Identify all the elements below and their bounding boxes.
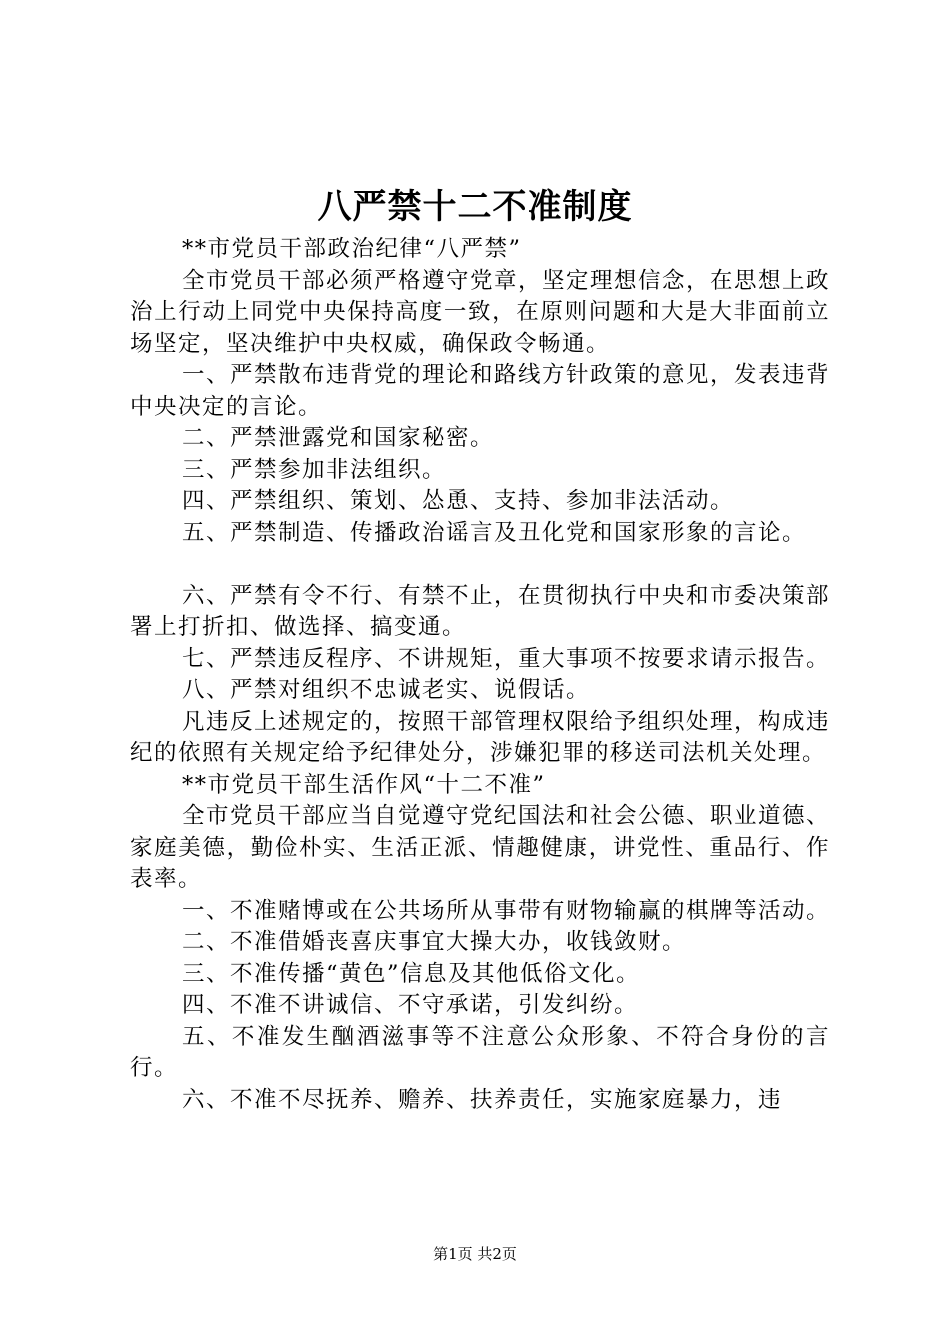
document-title: 八严禁十二不准制度 (317, 187, 633, 227)
page-number: 第1页 共2页 (433, 1245, 517, 1263)
rule-item-4: 四、不准不讲诚信、不守承诺，引发纠纷。 (182, 992, 639, 1018)
section-heading-twelve-rules: **市党员干部生活作风“十二不准” (182, 771, 546, 798)
rules-intro-paragraph: 全市党员干部应当自觉遵守党纪国法和社会公德、职业道德、家庭美德，勤俭朴实、生活正派、情趣健康，讲党性、重品行、作表率。 (130, 803, 831, 892)
rule-item-2: 二、不准借婚丧喜庆事宜大操大办，收钱敛财。 (182, 929, 687, 955)
prohibition-item-4: 四、严禁组织、策划、怂恿、支持、参加非法活动。 (182, 488, 735, 514)
prohibition-item-1: 一、严禁散布违背党的理论和路线方针政策的意见，发表违背中央决定的言论。 (130, 362, 831, 420)
prohibition-item-3: 三、严禁参加非法组织。 (182, 456, 447, 483)
prohibition-item-5: 五、严禁制造、传播政治谣言及丑化党和国家形象的言论。 (182, 519, 807, 546)
section-heading-eight-prohibitions: **市党员干部政治纪律“八严禁” (182, 236, 522, 262)
prohibition-item-2: 二、严禁泄露党和国家秘密。 (182, 425, 495, 451)
rule-item-3: 三、不准传播“黄色”信息及其他低俗文化。 (182, 960, 641, 987)
prohibition-item-8: 八、严禁对组织不忠诚老实、说假话。 (182, 677, 591, 703)
rule-item-1: 一、不准赌博或在公共场所从事带有财物输赢的棋牌等活动。 (182, 897, 831, 924)
rule-item-5: 五、不准发生酗酒滋事等不注意公众形象、不符合身份的言行。 (130, 1023, 830, 1081)
document-body (130, 234, 830, 1116)
rule-item-6: 六、不准不尽抚养、赡养、扶养责任，实施家庭暴力，违 (182, 1086, 783, 1113)
prohibition-item-6: 六、严禁有令不行、有禁不止，在贯彻执行中央和市委决策部署上打折扣、做选择、搞变通。 (130, 582, 831, 640)
prohibition-item-7: 七、严禁违反程序、不讲规矩，重大事项不按要求请示报告。 (182, 645, 831, 672)
penalty-paragraph: 凡违反上述规定的，按照干部管理权限给予组织处理，构成违纪的依照有关规定给予纪律处分，涉嫌犯罪的移送司法机关处理。 (130, 708, 831, 766)
intro-paragraph: 全市党员干部必须严格遵守党章，坚定理想信念，在思想上政治上行动上同党中央保持高度一致，在原则问题和大是大非面前立场坚定，坚决维护中央权威，确保政令畅通。 (130, 267, 831, 357)
